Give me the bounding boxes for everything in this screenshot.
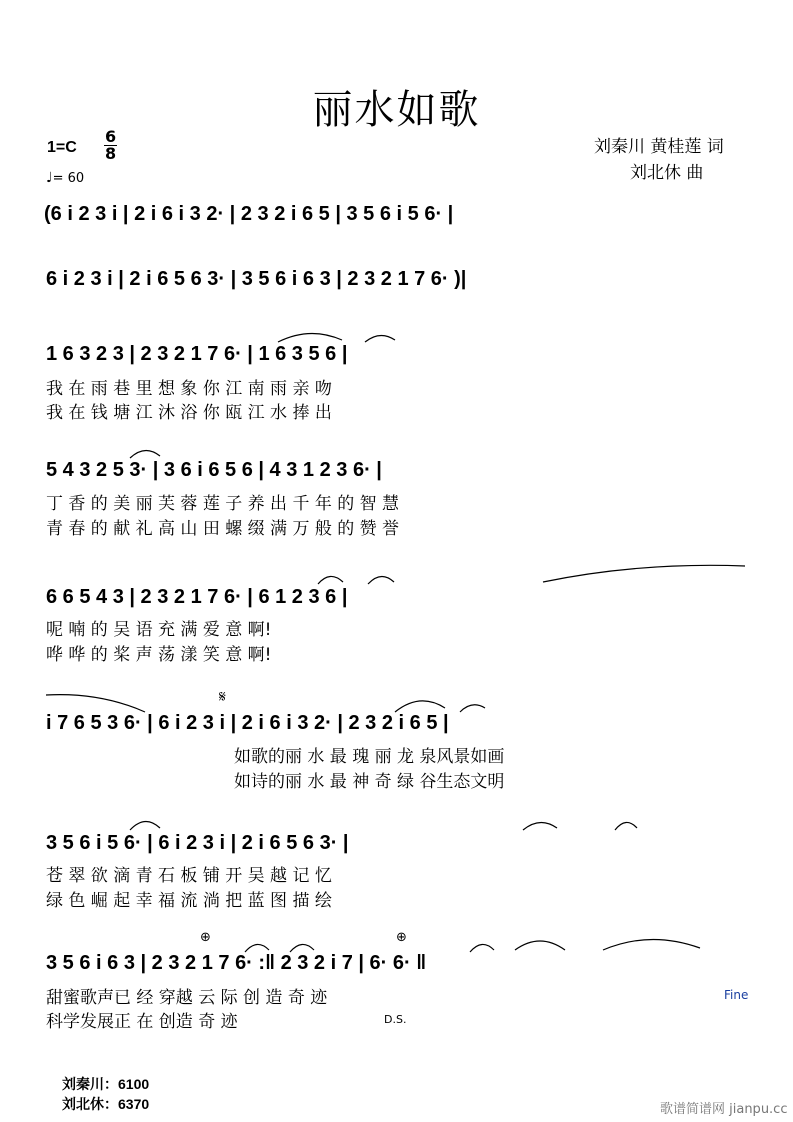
segno-icon: 𝄋 [219,687,226,706]
slur [603,939,700,950]
slur [543,565,745,582]
lyric-row-8-verse-1: 甜蜜歌声已 经 穿越 云 际 创 造 奇 迹 [46,988,328,1008]
footer-contact-2: 刘北休：6370 [62,1096,150,1112]
composer-credit: 刘北休 曲 [630,163,704,183]
slur [523,822,557,830]
lyric-row-4-verse-2: 青 春 的 献 礼 高 山 田 螺 缀 满 万 般 的 赞 誉 [46,519,400,539]
slur [318,576,343,584]
time-signature-bottom: 8 [105,144,117,163]
notation-row-8: 3 5 6 i 6 3 | 2 3 2 1 7 6· :‖ 2 3 2 i 7 | 6· 6· ‖ [46,952,427,974]
slur [615,822,637,830]
notation-row-7: 3 5 6 i 5 6· | 6 i 2 3 i | 2 i 6 5 6 3· | [46,832,349,854]
fine-marking: Fine [724,988,749,1002]
time-signature-top: 6 [105,127,117,146]
lyric-row-5-verse-2: 哗 哗 的 桨 声 荡 漾 笑 意 啊! [46,645,272,665]
key-signature: 1=C [47,139,77,156]
slur [290,944,314,952]
lyric-row-6-verse-1: 如歌的丽 水 最 瑰 丽 龙 泉风景如画 [234,747,505,767]
notation-row-4: 5 4 3 2 5 3· | 3 6 i 6 5 6 | 4 3 1 2 3 6· | [46,459,382,481]
slur [460,705,485,712]
tempo-value: = 60 [52,171,85,186]
notation-row-1: (6 i 2 3 i | 2 i 6 i 3 2· | 2 3 2 i 6 5 | 3 5 6 i 5 6· | [44,203,454,225]
slur [365,335,395,342]
slur [515,941,565,950]
notation-row-3: 1 6 3 2 3 | 2 3 2 1 7 6· | 1 6 3 5 6 | [46,343,348,365]
lyric-row-7-verse-2: 绿 色 崛 起 幸 福 流 淌 把 蓝 图 描 绘 [46,891,332,911]
coda-icon: ⊕ [200,930,211,945]
lyricist-credit: 刘秦川 黄桂莲 词 [594,137,724,157]
lyric-row-7-verse-1: 苍 翠 欲 滴 青 石 板 铺 开 吴 越 记 忆 [46,866,332,886]
lyric-row-4-verse-1: 丁 香 的 美 丽 芙 蓉 莲 子 养 出 千 年 的 智 慧 [46,494,400,514]
page-title: 丽水如歌 [312,87,481,133]
notation-row-5: 6 6 5 4 3 | 2 3 2 1 7 6· | 6 1 2 3 6 | [46,586,348,608]
slur [470,944,494,952]
slur [395,701,445,712]
notation-row-2: 6 i 2 3 i | 2 i 6 5 6 3· | 3 5 6 i 6 3 | 2 3 2 1 7 6· )| [46,268,467,290]
slur [245,944,269,952]
lyric-row-3-verse-2: 我 在 钱 塘 江 沐 浴 你 瓯 江 水 捧 出 [46,403,332,423]
slur [278,333,342,342]
coda-icon-2: ⊕ [396,930,407,945]
lyric-row-6-verse-2: 如诗的丽 水 最 神 奇 绿 谷生态文明 [234,772,505,792]
quarter-note-icon: ♩ [46,170,53,186]
slur [130,821,160,830]
notation-row-6: i 7 6 5 3 6· | 6 i 2 3 i | 2 i 6 i 3 2· | 2 3 2 i 6 5 | [46,712,449,734]
slur [368,576,394,584]
lyric-row-5-verse-1: 呢 喃 的 吴 语 充 满 爱 意 啊! [46,620,272,640]
slur [130,450,160,458]
slur [46,695,145,712]
dal-segno-marking: D.S. [384,1013,407,1026]
site-watermark: 歌谱简谱网 jianpu.cc [660,1102,788,1117]
lyric-row-8-verse-2: 科学发展正 在 创造 奇 迹 [46,1012,238,1032]
lyric-row-3-verse-1: 我 在 雨 巷 里 想 象 你 江 南 雨 亲 吻 [46,379,332,399]
footer-contact-1: 刘秦川：6100 [62,1076,150,1092]
